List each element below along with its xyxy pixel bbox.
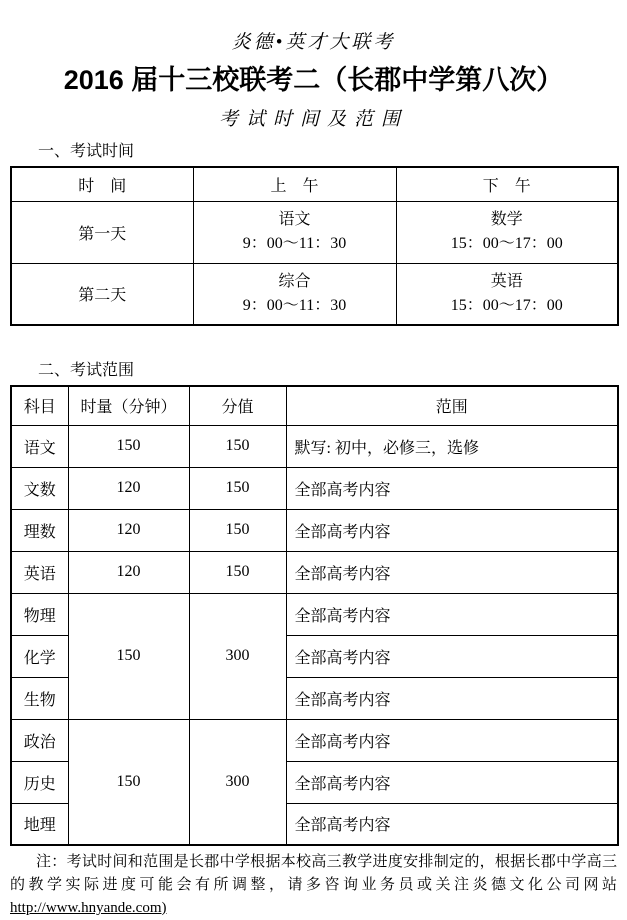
score-cell: 150 (189, 509, 286, 551)
duration-cell: 150 (68, 425, 189, 467)
table-row (11, 425, 618, 467)
header-cell-morning: 上 午 (193, 167, 396, 201)
duration-cell-merged-science: 150 (68, 593, 189, 719)
brand-title: 炎德•英才大联考 (231, 32, 396, 53)
duration-cell: 120 (68, 551, 189, 593)
scope-cell: 全部高考内容 (286, 467, 618, 509)
score-cell: 150 (189, 551, 286, 593)
time-range: 15：00～17：00 (450, 235, 563, 252)
scope-cell: 全部高考内容 (286, 551, 618, 593)
table-row (11, 551, 618, 593)
time-range: 9：00～11：30 (242, 296, 347, 314)
section-heading-exam-time: 一、考试时间 (38, 143, 135, 160)
scope-cell: 全部高考内容 (286, 803, 618, 845)
document-page (0, 27, 627, 916)
scope-cell: 默写: 初中，必修三，选修 (286, 425, 618, 467)
subject-cell: 文数 (11, 467, 68, 509)
scope-cell: 全部高考内容 (286, 761, 618, 803)
footnote (10, 851, 617, 920)
subject-label: 英语 (490, 272, 523, 290)
subject-cell: 地理 (11, 803, 68, 845)
subject-cell: 语文 (11, 425, 68, 467)
header-cell-time: 时 间 (11, 167, 193, 201)
section-heading-exam-scope: 二、考试范围 (38, 362, 135, 379)
afternoon-cell (396, 201, 618, 263)
subject-cell: 理数 (11, 509, 68, 551)
score-cell-merged-humanities: 300 (189, 719, 286, 845)
scope-cell: 全部高考内容 (286, 677, 618, 719)
day-cell: 第二天 (11, 263, 193, 325)
sub-title: 考试时间及范围 (218, 109, 408, 130)
scope-cell: 全部高考内容 (286, 509, 618, 551)
table-row (11, 719, 618, 761)
subject-label: 综合 (278, 272, 311, 290)
scope-cell: 全部高考内容 (286, 719, 618, 761)
time-range: 9：00～11：30 (242, 235, 347, 252)
main-title: 2016 届十三校联考二（长郡中学第八次） (63, 65, 564, 95)
footnote-link[interactable]: http://www.hnyande.com) (10, 900, 167, 916)
scope-cell: 全部高考内容 (286, 593, 618, 635)
header-cell-score: 分值 (189, 386, 286, 425)
subject-cell: 生物 (11, 677, 68, 719)
header-cell-subject: 科目 (11, 386, 68, 425)
subject-cell: 历史 (11, 761, 68, 803)
duration-cell: 120 (68, 467, 189, 509)
header-cell-afternoon: 下 午 (396, 167, 618, 201)
time-range: 15：00～17：00 (450, 296, 563, 314)
table-row (11, 593, 618, 635)
exam-scope-header-row (11, 386, 618, 425)
duration-cell-merged-humanities: 150 (68, 719, 189, 845)
exam-time-table (10, 166, 619, 326)
header-cell-duration: 时量（分钟） (68, 386, 189, 425)
duration-cell: 120 (68, 509, 189, 551)
subject-cell: 英语 (11, 551, 68, 593)
subject-label: 数学 (490, 211, 523, 228)
table-row (11, 263, 618, 325)
header-cell-scope: 范围 (286, 386, 618, 425)
subject-cell: 物理 (11, 593, 68, 635)
table-row (11, 201, 618, 263)
morning-cell (193, 201, 396, 263)
table-row (11, 509, 618, 551)
score-cell: 150 (189, 467, 286, 509)
scope-cell: 全部高考内容 (286, 635, 618, 677)
afternoon-cell (396, 263, 618, 325)
score-cell-merged-science: 300 (189, 593, 286, 719)
subject-label: 语文 (278, 211, 311, 228)
exam-time-header-row (11, 167, 618, 201)
exam-scope-table (10, 385, 619, 846)
score-cell: 150 (189, 425, 286, 467)
morning-cell (193, 263, 396, 325)
footnote-text: 注：考试时间和范围是长郡中学根据本校高三教学进度安排制定的，根据长郡中学高三的教学实际进度可能会有所调整，请多咨询业务员或关注炎德文化公司网站 (10, 854, 617, 893)
table-row (11, 467, 618, 509)
subject-cell: 政治 (11, 719, 68, 761)
day-cell: 第一天 (11, 201, 193, 263)
subject-cell: 化学 (11, 635, 68, 677)
